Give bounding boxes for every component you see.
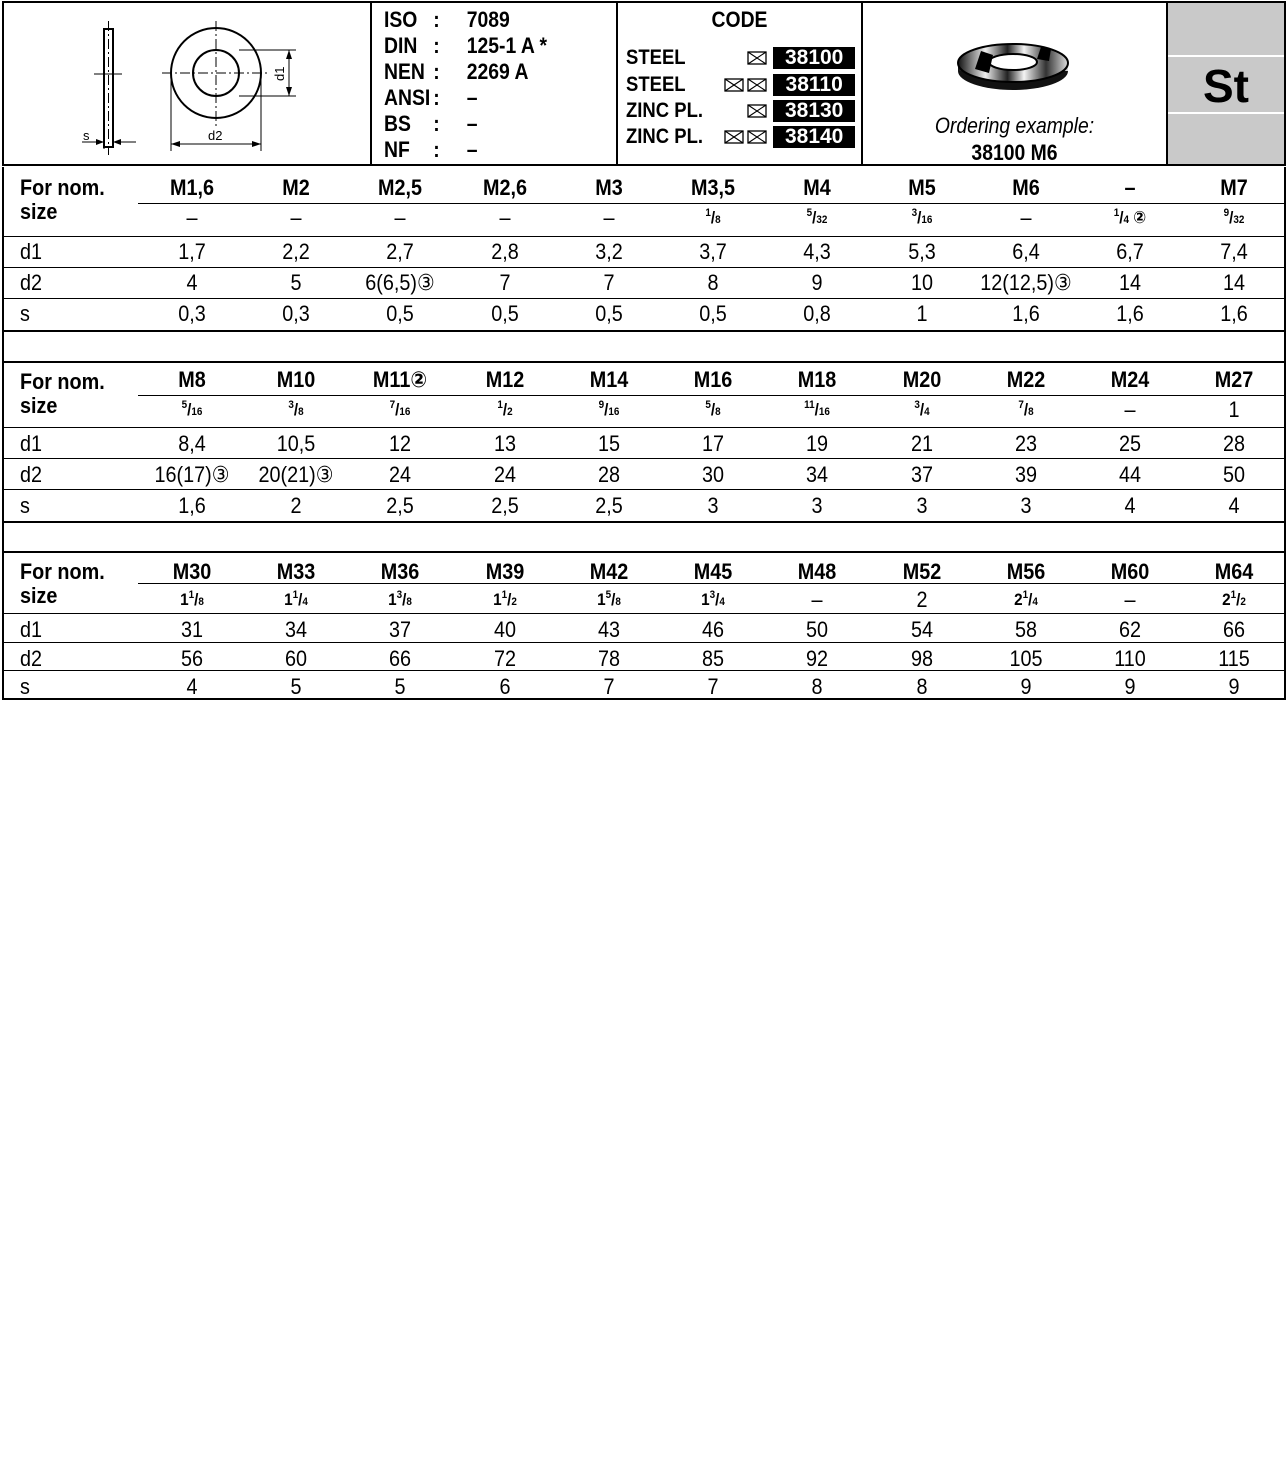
inch-size-header: 2 — [916, 587, 928, 612]
metric-size-header: M52 — [902, 559, 942, 584]
inch-size-header: – — [186, 205, 198, 230]
table-separator — [2, 523, 1286, 553]
metric-size-header: M22 — [1006, 367, 1046, 392]
standard-value: – — [466, 85, 478, 110]
table-cell: 2,8 — [491, 239, 519, 264]
table-cell: 78 — [597, 646, 621, 671]
nominal-size-label-line2: size — [20, 199, 58, 224]
inch-size-header: – — [290, 205, 302, 230]
table-cell: 3 — [1020, 493, 1032, 518]
table-cell: 3 — [811, 493, 823, 518]
washer-photo-icon — [863, 3, 1164, 103]
table-cell: 6 — [499, 674, 511, 699]
inch-size-header: $^1$/4 ② — [1113, 207, 1147, 227]
standards-list — [372, 3, 618, 164]
table-cell: 92 — [805, 646, 829, 671]
table-cell: 34 — [284, 617, 308, 642]
envelope-icon — [747, 78, 767, 92]
standard-colon: : — [433, 137, 440, 162]
table-cell: 39 — [1014, 462, 1038, 487]
metric-size-header: M48 — [797, 559, 837, 584]
inch-size-header: – — [603, 205, 615, 230]
table-cell: 30 — [701, 462, 725, 487]
inch-size-header: $1^1/8$ — [180, 589, 204, 609]
standard-name: ANSI — [384, 85, 431, 110]
table-cell: 6,4 — [1012, 239, 1040, 264]
table-cell: 9 — [811, 270, 823, 295]
metric-size-header: M60 — [1110, 559, 1150, 584]
inch-size-header: – — [499, 205, 511, 230]
table-cell: 7,4 — [1220, 239, 1248, 264]
standard-row — [384, 111, 588, 137]
table-cell: 4,3 — [803, 239, 831, 264]
table-cell: 43 — [597, 617, 621, 642]
inch-size-header: $1^1/4$ — [284, 589, 308, 609]
article-code: 38100 — [773, 47, 855, 69]
metric-size-header: M20 — [902, 367, 942, 392]
table-cell: 31 — [180, 617, 204, 642]
table-cell: 6,7 — [1116, 239, 1144, 264]
metric-size-header: M11② — [372, 367, 428, 392]
table-cell: 66 — [388, 646, 412, 671]
standard-value: 2269 A — [466, 59, 529, 84]
table-cell: 12 — [388, 431, 412, 456]
row-label-s: s — [20, 301, 30, 326]
inch-size-header: $^1$/8 — [705, 207, 721, 227]
table-cell: 34 — [805, 462, 829, 487]
row-label-d2: d2 — [20, 462, 43, 487]
nominal-size-label-line2: size — [20, 583, 58, 608]
standard-row — [384, 85, 588, 111]
standard-colon: : — [433, 7, 440, 32]
table-cell: 8,4 — [178, 431, 206, 456]
row-label-d2: d2 — [20, 646, 43, 671]
table-separator — [2, 331, 1286, 363]
table-cell: 62 — [1118, 617, 1142, 642]
table-cell: 5,3 — [908, 239, 936, 264]
table-cell: 0,5 — [595, 301, 623, 326]
table-cell: 19 — [805, 431, 829, 456]
table-cell: 50 — [1222, 462, 1246, 487]
metric-size-header: M1,6 — [169, 175, 215, 200]
standard-colon: : — [433, 33, 440, 58]
standard-value: 125-1 A * — [466, 33, 548, 58]
table-cell: 2,5 — [491, 493, 519, 518]
inch-size-header: $^9$/16 — [598, 399, 620, 419]
table-cell: 66 — [1222, 617, 1246, 642]
table-cell: 7 — [603, 270, 615, 295]
inch-size-header: $2^1/4$ — [1014, 589, 1038, 609]
standard-name: NEN — [384, 59, 425, 84]
inch-size-header: – — [394, 205, 406, 230]
code-row — [626, 46, 855, 70]
table-cell: 4 — [186, 674, 198, 699]
table-cell: 0,5 — [491, 301, 519, 326]
table-cell: 0,3 — [178, 301, 206, 326]
metric-size-header: M14 — [589, 367, 629, 392]
envelope-icon — [747, 130, 767, 144]
table-cell: 3 — [707, 493, 719, 518]
metric-size-header: M16 — [693, 367, 733, 392]
table-cell: 54 — [910, 617, 934, 642]
table-cell: 5 — [394, 674, 406, 699]
s-dimension-label: s — [83, 128, 90, 143]
table-cell: 115 — [1218, 646, 1250, 671]
metric-size-header: M7 — [1220, 175, 1248, 200]
table-cell: 8 — [916, 674, 928, 699]
standard-name: BS — [384, 111, 411, 136]
d2-dimension-label: d2 — [208, 128, 223, 143]
table-cell: 14 — [1118, 270, 1142, 295]
table-cell: 6(6,5)③ — [365, 270, 435, 295]
table-cell: 2,2 — [282, 239, 310, 264]
material-badge — [1168, 3, 1284, 164]
table-cell: 50 — [805, 617, 829, 642]
standard-name: DIN — [384, 33, 418, 58]
table-cell: 58 — [1014, 617, 1038, 642]
table-cell: 0,8 — [803, 301, 831, 326]
table-cell: 1,6 — [1116, 301, 1144, 326]
standard-row — [384, 7, 588, 33]
table-cell: 98 — [910, 646, 934, 671]
standard-row — [384, 33, 588, 59]
metric-size-header: M3,5 — [690, 175, 736, 200]
metric-size-header: M27 — [1214, 367, 1254, 392]
table-cell: 10,5 — [276, 431, 316, 456]
metric-size-header: M56 — [1006, 559, 1046, 584]
metric-size-header: M36 — [380, 559, 420, 584]
inch-size-header: $^5$/8 — [705, 399, 721, 419]
metric-size-header: M4 — [803, 175, 831, 200]
standard-name: ISO — [384, 7, 418, 32]
inch-size-header: – — [1020, 205, 1032, 230]
table-cell: 1 — [916, 301, 928, 326]
table-cell: 8 — [707, 270, 719, 295]
table-cell: 7 — [499, 270, 511, 295]
inch-size-header: $2^1/2$ — [1222, 589, 1246, 609]
table-cell: 40 — [493, 617, 517, 642]
envelope-icon — [724, 130, 744, 144]
table-cell: 72 — [493, 646, 517, 671]
inch-size-header: $^7$/8 — [1018, 399, 1034, 419]
article-code: 38130 — [773, 100, 855, 122]
table-cell: 5 — [290, 674, 302, 699]
code-finish-label: ZINC PL. — [626, 99, 703, 122]
table-cell: 0,5 — [386, 301, 414, 326]
table-cell: 24 — [493, 462, 517, 487]
table-cell: 3,7 — [699, 239, 727, 264]
table-cell: 7 — [603, 674, 615, 699]
standard-colon: : — [433, 85, 440, 110]
inch-size-header: $1^1/2$ — [493, 589, 517, 609]
metric-size-header: M2 — [282, 175, 310, 200]
table-cell: 17 — [701, 431, 725, 456]
table-cell: 1,6 — [178, 493, 206, 518]
article-code: 38140 — [773, 126, 855, 148]
inch-size-header: – — [1124, 587, 1136, 612]
article-code: 38110 — [773, 74, 855, 96]
nominal-size-label-line2: size — [20, 393, 58, 418]
table-cell: 85 — [701, 646, 725, 671]
table-cell: 4 — [186, 270, 198, 295]
table-cell: 4 — [1228, 493, 1240, 518]
washer-drawing-icon — [4, 3, 370, 164]
table-cell: 56 — [180, 646, 204, 671]
table-cell: 2 — [290, 493, 302, 518]
table-cell: 46 — [701, 617, 725, 642]
table-cell: 44 — [1118, 462, 1142, 487]
ordering-example-value: 38100 M6 — [971, 140, 1058, 165]
code-finish-label: STEEL — [626, 73, 686, 96]
table-cell: 105 — [1009, 646, 1043, 671]
metric-size-header: M30 — [172, 559, 212, 584]
table-cell: 10 — [910, 270, 934, 295]
inch-size-header: $^{11}$/16 — [804, 399, 830, 419]
table-cell: 110 — [1114, 646, 1146, 671]
inch-size-header: 1 — [1228, 397, 1240, 422]
inch-size-header: – — [811, 587, 823, 612]
d1-dimension-label: d1 — [272, 66, 287, 81]
metric-size-header: M45 — [693, 559, 733, 584]
product-header — [2, 1, 1286, 166]
inch-size-header: $^9$/32 — [1223, 207, 1245, 227]
packaging-icons — [716, 51, 774, 65]
table-cell: 21 — [910, 431, 934, 456]
row-label-d2: d2 — [20, 270, 43, 295]
table-cell: 12(12,5)③ — [980, 270, 1072, 295]
metric-size-header: M5 — [908, 175, 936, 200]
table-cell: 1,6 — [1012, 301, 1040, 326]
size-table — [2, 363, 1286, 523]
table-cell: 13 — [493, 431, 517, 456]
table-cell: 37 — [910, 462, 934, 487]
table-cell: 16(17)③ — [154, 462, 230, 487]
code-title: CODE — [711, 7, 768, 32]
table-cell: 3 — [916, 493, 928, 518]
metric-size-header: M10 — [276, 367, 316, 392]
table-cell: 0,5 — [699, 301, 727, 326]
metric-size-header: M42 — [589, 559, 629, 584]
inch-size-header: $^3$/16 — [911, 207, 933, 227]
metric-size-header: M24 — [1110, 367, 1150, 392]
washer-datasheet — [2, 1, 1286, 699]
standard-colon: : — [433, 111, 440, 136]
packaging-icons — [716, 78, 774, 92]
standard-value: 7089 — [466, 7, 510, 32]
material-code: St — [1203, 60, 1249, 112]
table-cell: 1,6 — [1220, 301, 1248, 326]
inch-size-header: $^3$/8 — [288, 399, 304, 419]
inch-size-header: $^7$/16 — [389, 399, 411, 419]
ordering-example-label: Ordering example: — [934, 113, 1095, 138]
table-cell: 60 — [284, 646, 308, 671]
table-cell: 2,7 — [386, 239, 414, 264]
table-cell: 3,2 — [595, 239, 623, 264]
code-row — [626, 73, 855, 97]
metric-size-header: M6 — [1012, 175, 1040, 200]
metric-size-header: M64 — [1214, 559, 1254, 584]
metric-size-header: M12 — [485, 367, 525, 392]
table-cell: 25 — [1118, 431, 1142, 456]
metric-size-header: M33 — [276, 559, 316, 584]
table-cell: 2,5 — [386, 493, 414, 518]
packaging-icons — [716, 130, 774, 144]
table-cell: 28 — [597, 462, 621, 487]
table-cell: 15 — [597, 431, 621, 456]
table-cell: 9 — [1020, 674, 1032, 699]
row-label-s: s — [20, 493, 30, 518]
table-cell: 9 — [1228, 674, 1240, 699]
inch-size-header: $^3$/4 — [914, 399, 930, 419]
row-label-d1: d1 — [20, 617, 43, 642]
standard-row — [384, 137, 588, 163]
table-cell: 20(21)③ — [258, 462, 334, 487]
code-finish-label: STEEL — [626, 46, 686, 69]
table-cell: 4 — [1124, 493, 1136, 518]
envelope-icon — [747, 51, 767, 65]
row-label-d1: d1 — [20, 431, 43, 456]
envelope-icon — [747, 104, 767, 118]
code-row — [626, 99, 855, 123]
metric-size-header: M18 — [797, 367, 837, 392]
metric-size-header: M3 — [595, 175, 623, 200]
inch-size-header: $1^3/8$ — [388, 589, 412, 609]
metric-size-header: M8 — [178, 367, 206, 392]
envelope-icon — [724, 78, 744, 92]
table-cell: 1,7 — [178, 239, 206, 264]
standard-colon: : — [433, 59, 440, 84]
table-cell: 8 — [811, 674, 823, 699]
size-table — [2, 553, 1286, 700]
size-table — [2, 167, 1286, 331]
table-cell: 14 — [1222, 270, 1246, 295]
inch-size-header: $^5$/32 — [806, 207, 828, 227]
code-finish-label: ZINC PL. — [626, 125, 703, 148]
table-cell: 7 — [707, 674, 719, 699]
standard-name: NF — [384, 137, 410, 162]
standard-row — [384, 59, 588, 85]
inch-size-header: $1^3/4$ — [701, 589, 725, 609]
table-cell: 23 — [1014, 431, 1038, 456]
row-label-s: s — [20, 674, 30, 699]
nominal-size-label: For nom. — [20, 175, 105, 200]
technical-drawing — [4, 3, 372, 164]
packaging-icons — [716, 104, 774, 118]
table-cell: 24 — [388, 462, 412, 487]
metric-size-header: – — [1124, 175, 1136, 200]
product-photo-panel — [863, 3, 1168, 164]
table-cell: 5 — [290, 270, 302, 295]
table-cell: 37 — [388, 617, 412, 642]
inch-size-header: $^5$/16 — [181, 399, 203, 419]
code-panel — [618, 3, 863, 164]
metric-size-header: M39 — [485, 559, 525, 584]
table-cell: 28 — [1222, 431, 1246, 456]
code-row — [626, 125, 855, 149]
inch-size-header: $1^5/8$ — [597, 589, 621, 609]
row-label-d1: d1 — [20, 239, 43, 264]
metric-size-header: M2,5 — [377, 175, 423, 200]
metric-size-header: M2,6 — [482, 175, 528, 200]
table-cell: 9 — [1124, 674, 1136, 699]
table-cell: 0,3 — [282, 301, 310, 326]
table-cell: 2,5 — [595, 493, 623, 518]
inch-size-header: $^1$/2 — [497, 399, 513, 419]
standard-value: – — [466, 111, 478, 136]
inch-size-header: – — [1124, 397, 1136, 422]
nominal-size-label: For nom. — [20, 559, 105, 584]
nominal-size-label: For nom. — [20, 369, 105, 394]
standard-value: – — [466, 137, 478, 162]
